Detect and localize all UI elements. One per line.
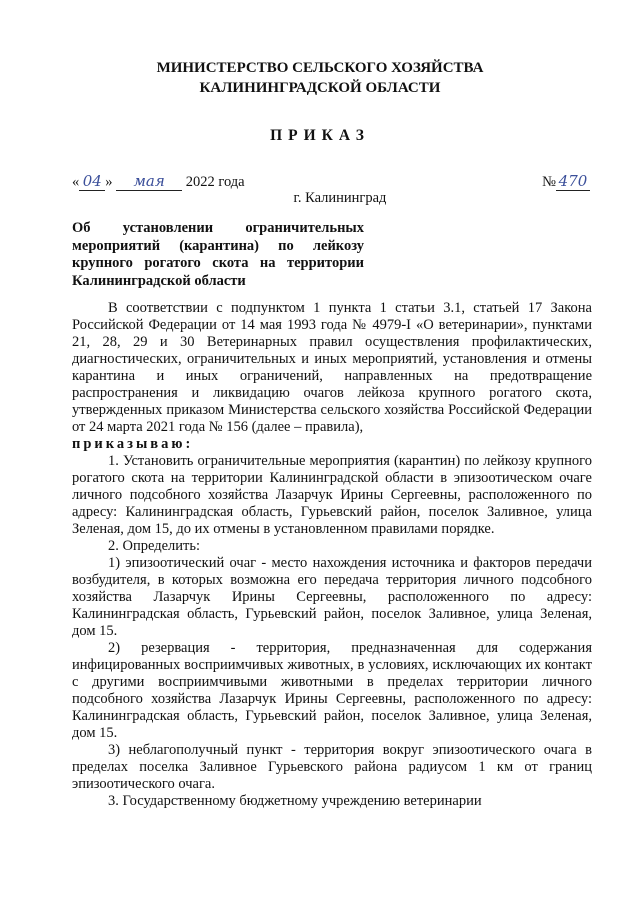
preamble-text: В соответствии с подпунктом 1 пункта 1 статьи 3.1, статьей 17 Закона Российской Федерации от 14 мая 1993 года № 4979-I «О ветеринарии», пунктами 21, 28, 29 и 30 Ветеринарных правил осуществления профилактических, диагностических, ограничительных и иных мероприятий, установления и отмены карантина и иных ограничений, направленных на предотвращение распространения и ликвидацию очагов лейкоза крупного рогатого скота, утвержденных приказом Министерства сельского хозяйства Российской Федерации от 24 марта 2021 года № 156 (далее – правила), [72, 300, 592, 435]
date-month: мая [116, 172, 182, 191]
ministry-header-line-1: МИНИСТЕРСТВО СЕЛЬСКОГО ХОЗЯЙСТВА [156, 60, 484, 76]
order-number-prefix: № [542, 174, 556, 190]
date-year: 2022 года [185, 174, 245, 190]
order-date [72, 172, 245, 191]
order-number [542, 172, 590, 191]
city-name: г. Калининград [293, 190, 387, 206]
date-open-quote: « [72, 174, 80, 190]
order-subject: Об установлении ограничительных мероприятий (карантина) по лейкозу крупного рогатого скота на территории Калининградской области [72, 220, 364, 289]
order-body [72, 300, 592, 810]
ministry-header-line-2: КАЛИНИНГРАДСКОЙ ОБЛАСТИ [199, 80, 441, 96]
order-title: ПРИКАЗ [270, 127, 370, 144]
order-number-value: 470 [556, 172, 590, 191]
ministry-header [0, 58, 640, 98]
date-close-quote: » [105, 174, 113, 190]
order-subitem-1: 1) эпизоотический очаг - место нахождения источника и факторов передачи возбудителя, в которых возможна его передача территория личного подсобного хозяйства Лазарчук Ирины Сергеевны, расположенного по адресу: Калининградская область, Гурьевский район, поселок Заливное, улица Зеленая, дом 15. [72, 555, 592, 639]
order-item-3: 3. Государственному бюджетному учреждению ветеринарии [108, 793, 482, 809]
order-item-1: 1. Установить ограничительные мероприятия (карантин) по лейкозу крупного рогатого скота на территории Калининградской области в эпизоотическом очаге личного подсобного хозяйства Лазарчук Ирины Сергеевны, расположенного по адресу: Калининградская область, Гурьевский район, поселок Заливное, улица Зеленая, дом 15, до их отмены в установленном правилами порядке. [72, 453, 592, 537]
order-subitem-3: 3) неблагополучный пункт - территория вокруг эпизоотического очага в пределах поселка Заливное Гурьевского района радиусом 1 км от границ эпизоотического очага. [72, 742, 592, 792]
date-day: 04 [79, 172, 105, 191]
order-subitem-2: 2) резервация - территория, предназначенная для содержания инфицированных восприимчивых животных, в условиях, исключающих их контакт с другими восприимчивыми животными в пределах территории личного подсобного хозяйства Лазарчук Ирины Сергеевны, расположенного по адресу: Калининградская область, Гурьевский район, поселок Заливное, улица Зеленая, дом 15. [72, 640, 592, 741]
order-word: приказываю: [72, 436, 194, 452]
order-item-2: 2. Определить: [108, 538, 201, 554]
preamble-paragraph [72, 300, 592, 436]
